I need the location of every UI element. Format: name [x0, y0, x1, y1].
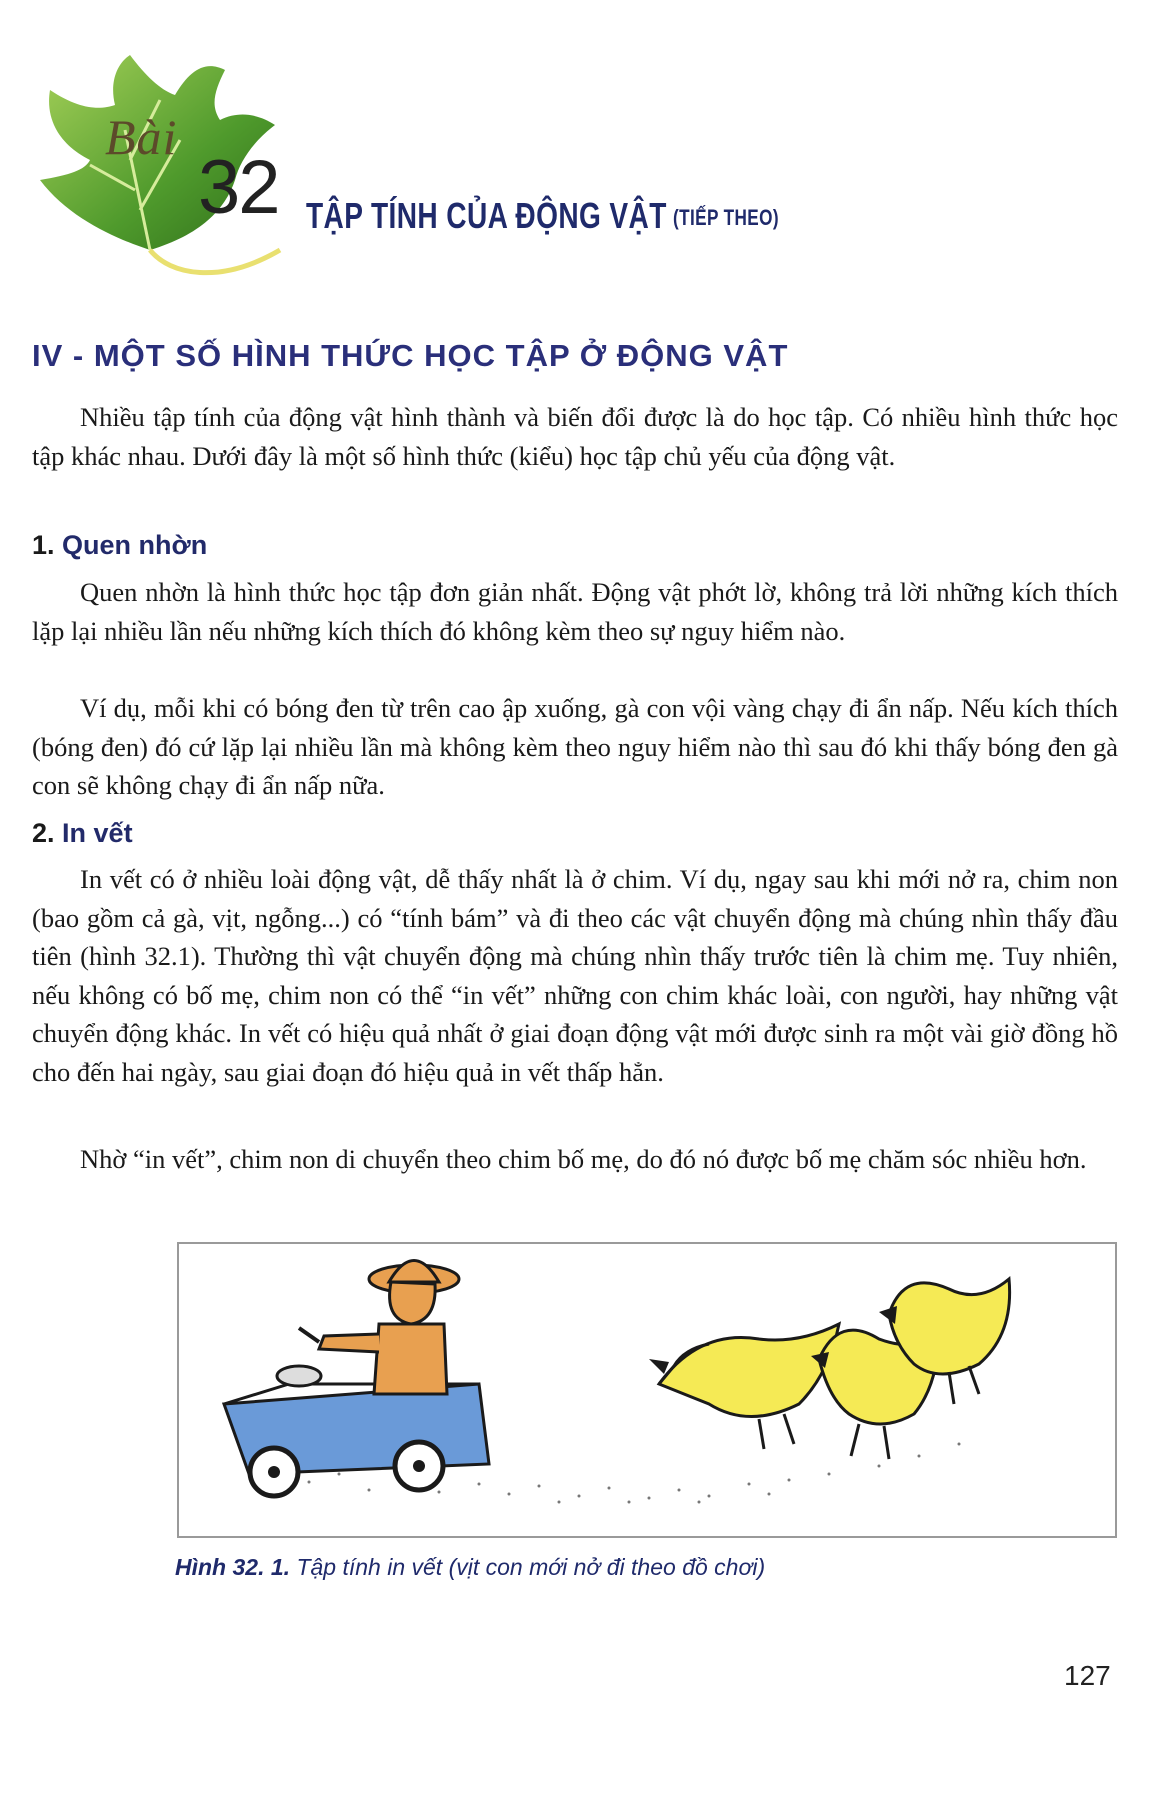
intro-paragraph: Nhiều tập tính của động vật hình thành và biến đổi được là do học tập. Có nhiều hình thức học tập khác nhau. Dưới đây là một số hình thức (kiểu) học tập chủ yếu của động vật. — [32, 402, 1118, 471]
subsection-number: 2. — [32, 818, 55, 848]
toy-figure — [277, 1261, 459, 1395]
paragraph-habituation-example: Ví dụ, mỗi khi có bóng đen từ trên cao ập xuống, gà con vội vàng chạy đi ẩn nấp. Nếu kích thích (bóng đen) đó cứ lặp lại nhiều lần mà không kèm theo nguy hiểm nào thì sau đó khi thấy bóng đen gà con sẽ không chạy đi ẩn nấp nữa. — [32, 693, 1118, 800]
figure-caption — [175, 1554, 765, 1581]
subsection-title: In vết — [62, 818, 133, 848]
subsection-heading-2 — [32, 818, 133, 849]
figure-drawing — [179, 1244, 1115, 1536]
figure-illustration — [177, 1242, 1117, 1538]
toy-car — [224, 1384, 489, 1496]
subsection-title: Quen nhờn — [62, 530, 208, 560]
paragraph-habituation-definition: Quen nhờn là hình thức học tập đơn giản nhất. Động vật phớt lờ, không trả lời những kích thích lặp lại nhiều lần nếu những kích thích đó không kèm theo sự nguy hiểm nào. — [32, 577, 1118, 646]
subsection-number: 1. — [32, 530, 55, 560]
leaf-icon — [30, 50, 330, 290]
page-number: 127 — [1064, 1660, 1111, 1691]
lesson-label: Bài — [105, 109, 178, 165]
lesson-title-main: TẬP TÍNH CỦA ĐỘNG VẬT — [306, 195, 667, 236]
lesson-number: 32 — [198, 145, 279, 230]
lesson-title — [306, 195, 779, 237]
figure-label: Hình 32. 1. — [175, 1554, 291, 1580]
figure-caption-text: Tập tính in vết (vịt con mới nở đi theo đồ chơi) — [296, 1554, 766, 1580]
subsection-heading-1 — [32, 530, 207, 561]
paragraph-imprinting-definition: In vết có ở nhiều loài động vật, dễ thấy nhất là ở chim. Ví dụ, ngay sau khi mới nở ra, chim non (bao gồm cả gà, vịt, ngỗng...) có “tính bám” và đi theo các vật chuyển động mà chúng nhìn thấy đầu tiên (hình 32.1). Thường thì vật chuyển động mà chúng nhìn thấy trước tiên là chim mẹ. Tuy nhiên, nếu không có bố mẹ, chim non có thể “in vết” những con chim khác loài, con người, hay những vật chuyển động khác. In vết có hiệu quả nhất ở giai đoạn động vật mới được sinh ra một vài giờ đồng hồ cho đến hai ngày, sau giai đoạn đó hiệu quả in vết thấp hẳn. — [32, 864, 1118, 1087]
section-heading: IV - MỘT SỐ HÌNH THỨC HỌC TẬP Ở ĐỘNG VẬT — [32, 338, 789, 373]
lesson-title-sub: (TIẾP THEO) — [673, 205, 779, 230]
paragraph-imprinting-benefit: Nhờ “in vết”, chim non di chuyển theo chim bố mẹ, do đó nó được bố mẹ chăm sóc nhiều hơn. — [80, 1144, 1087, 1174]
duckling — [649, 1324, 839, 1449]
